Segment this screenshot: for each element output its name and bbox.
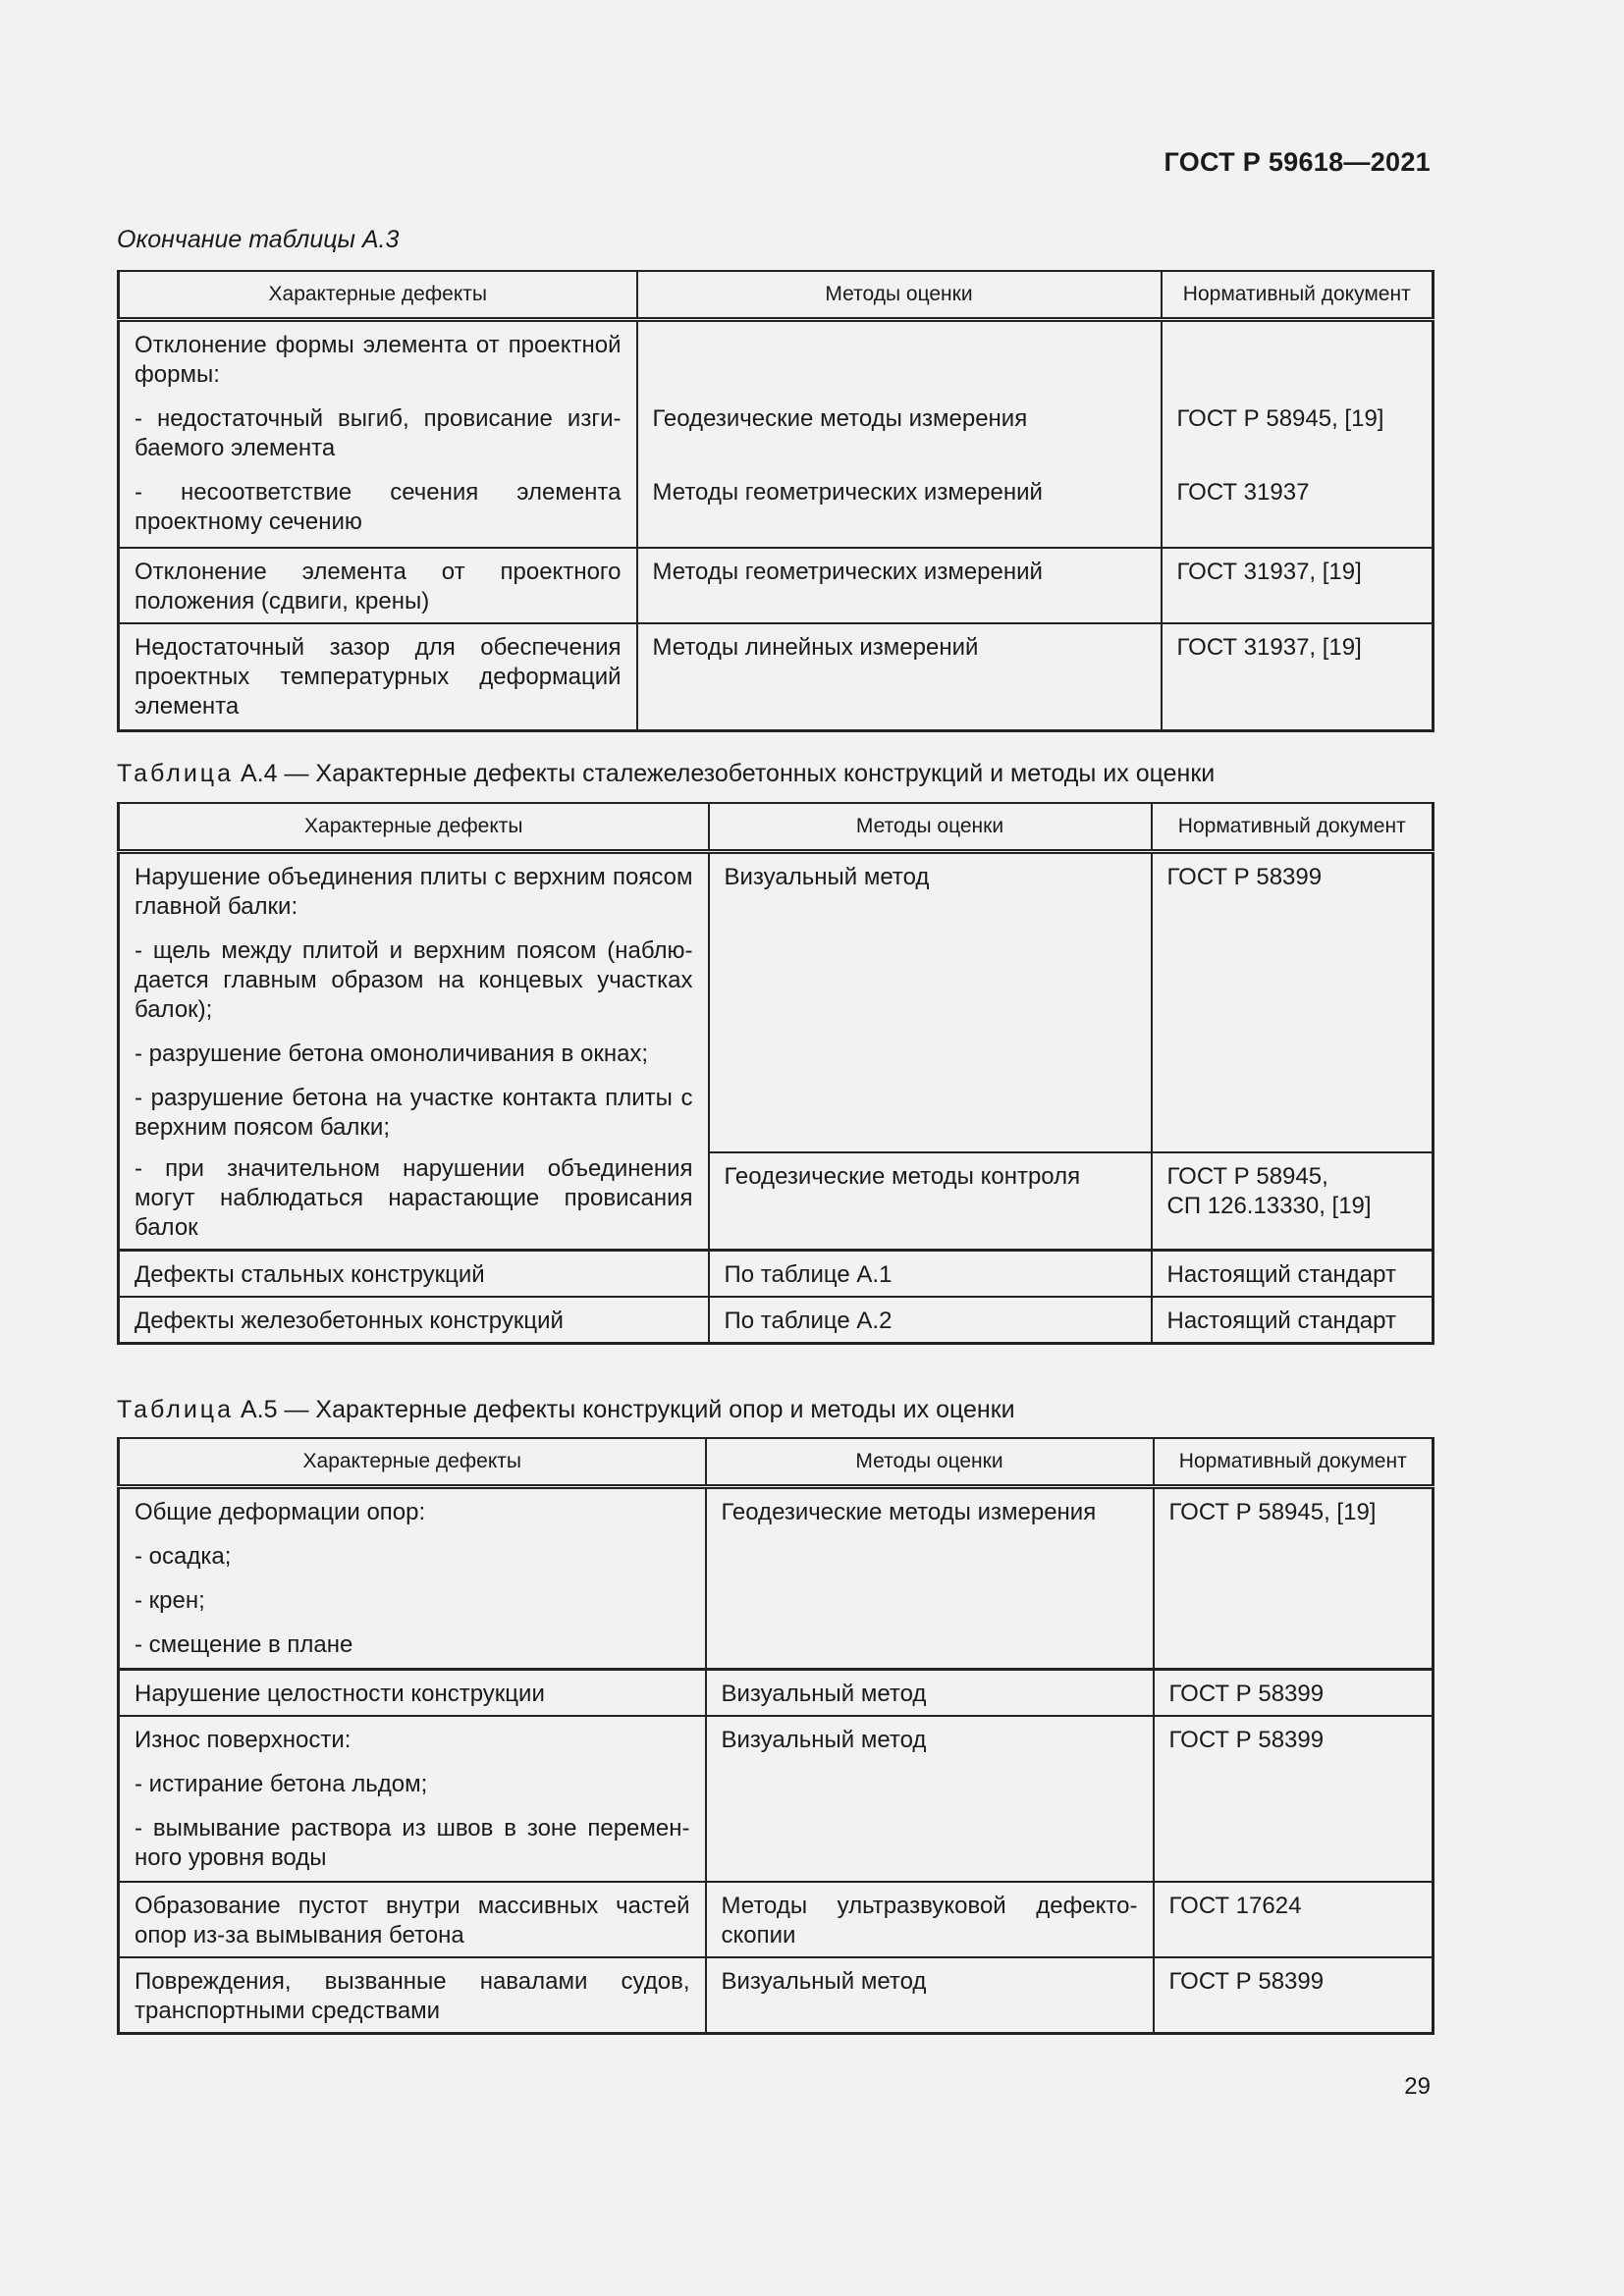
table-a5 [117, 1437, 1435, 2035]
document-code: ГОСТ Р 59618—2021 [1164, 147, 1431, 177]
method-cell: Геодезические методы контроля [709, 1152, 1152, 1251]
table-row [119, 1716, 1434, 1882]
document-cell: Настоящий стандарт [1152, 1297, 1434, 1344]
document-text: СП 126.13330, [19] [1166, 1193, 1372, 1219]
document-cell: ГОСТ Р 58945, [19] [1154, 1487, 1434, 1670]
document-cell: ГОСТ Р 58399 [1154, 1670, 1434, 1717]
table-a3 [117, 270, 1435, 732]
caption-label: Таблица [117, 1396, 235, 1423]
header-defects: Характерные дефекты [119, 1438, 706, 1487]
table-row [119, 1297, 1434, 1344]
table-row [119, 401, 1434, 475]
document-cell: ГОСТ 31937 [1162, 475, 1434, 548]
table-a4-caption [117, 760, 1215, 788]
header-defects: Характерные дефекты [119, 271, 637, 320]
defect-text: - разрушение бетона омоноличивания в окнах; [135, 1041, 649, 1067]
header-defects: Характерные дефекты [119, 803, 709, 852]
document-cell: Настоящий стандарт [1152, 1251, 1434, 1298]
table-row [119, 548, 1434, 623]
defect-cell: Дефекты стальных конструкций [119, 1251, 709, 1298]
document-cell: ГОСТ Р 58399 [1154, 1716, 1434, 1882]
defect-cell: Дефекты железобетонных конструкций [119, 1297, 709, 1344]
header-methods: Методы оценки [706, 1438, 1154, 1487]
defect-text: - разрушение бетона на участке контакта плиты с верхним поясом балки; [135, 1085, 693, 1141]
table-row [119, 1487, 1434, 1670]
document-cell: ГОСТ 17624 [1154, 1882, 1434, 1957]
defect-cell: - при значительном нарушении объединения могут наблюдаться нарастающие провисания балок [119, 1152, 709, 1251]
method-cell: Методы геометрических измерений [637, 548, 1162, 623]
defect-text: - смещение в плане [135, 1631, 353, 1658]
defect-cell: - несоответствие сечения элемента проектному сечению [119, 475, 637, 548]
defect-cell: - недостаточный выгиб, провисание изги-баемого элемента [119, 401, 637, 475]
method-cell: По таблице А.1 [709, 1251, 1152, 1298]
method-cell: Визуальный метод [706, 1716, 1154, 1882]
defect-text: - осадка; [135, 1543, 232, 1570]
table-a5-caption [117, 1396, 1015, 1424]
defect-cell: Повреждения, вызванные навалами судов, транспортными средствами [119, 1957, 706, 2034]
method-cell: Визуальный метод [706, 1957, 1154, 2034]
table-continuation-label: Окончание таблицы А.3 [117, 226, 400, 253]
method-cell: Геодезические методы измерения [706, 1487, 1154, 1670]
method-cell: По таблице А.2 [709, 1297, 1152, 1344]
caption-text: А.4 — Характерные дефекты сталежелезобетонных конструкций и методы их оценки [234, 760, 1216, 787]
table-header-row [119, 271, 1434, 320]
method-cell: Методы линейных измерений [637, 623, 1162, 731]
table-header-row [119, 1438, 1434, 1487]
method-cell: Геодезические методы измерения [637, 401, 1162, 475]
document-cell: ГОСТ Р 58399 [1154, 1957, 1434, 2034]
table-a4 [117, 802, 1435, 1345]
defect-text: - истирание бетона льдом; [135, 1771, 428, 1797]
document-cell: ГОСТ 31937, [19] [1162, 623, 1434, 731]
caption-label: Таблица [117, 760, 235, 787]
document-cell: ГОСТ Р 58945, [19] [1162, 401, 1434, 475]
document-cell: ГОСТ Р 58399 [1152, 852, 1434, 1153]
defect-cell: Отклонение элемента от проектного положения (сдвиги, крены) [119, 548, 637, 623]
method-cell: Визуальный метод [709, 852, 1152, 1153]
defect-text: - крен; [135, 1587, 205, 1614]
caption-text: А.5 — Характерные дефекты конструкций опор и методы их оценки [234, 1396, 1015, 1423]
table-row [119, 852, 1434, 1153]
method-cell [637, 320, 1162, 402]
defect-cell [119, 852, 709, 1153]
table-row [119, 1152, 1434, 1251]
defect-text: Нарушение объединения плиты с верхним поясом главной балки: [135, 864, 693, 920]
document-cell [1162, 320, 1434, 402]
defect-cell: Нарушение целостности конструкции [119, 1670, 706, 1717]
table-row [119, 475, 1434, 548]
defect-cell [119, 1716, 706, 1882]
table-row [119, 623, 1434, 731]
header-document: Нормативный документ [1162, 271, 1434, 320]
defect-text: Износ поверхности: [135, 1727, 352, 1753]
header-methods: Методы оценки [709, 803, 1152, 852]
document-text: ГОСТ Р 58945, [1166, 1163, 1328, 1190]
table-row [119, 1251, 1434, 1298]
defect-text: - вымывание раствора из швов в зоне перемен-ного уровня воды [135, 1815, 690, 1871]
header-methods: Методы оценки [637, 271, 1162, 320]
table-row [119, 1957, 1434, 2034]
method-cell: Методы ультразвуковой дефекто-скопии [706, 1882, 1154, 1957]
table-row [119, 1670, 1434, 1717]
defect-cell: Недостаточный зазор для обеспечения проектных температурных деформаций элемента [119, 623, 637, 731]
table-header-row [119, 803, 1434, 852]
document-cell: ГОСТ 31937, [19] [1162, 548, 1434, 623]
page-number: 29 [1404, 2073, 1431, 2100]
method-cell: Визуальный метод [706, 1670, 1154, 1717]
defect-text: - щель между плитой и верхним поясом (наблю-дается главным образом на концевых участках балок); [135, 937, 693, 1023]
defect-cell: Образование пустот внутри массивных частей опор из-за вымывания бетона [119, 1882, 706, 1957]
header-document: Нормативный документ [1154, 1438, 1434, 1487]
method-cell: Методы геометрических измерений [637, 475, 1162, 548]
header-document: Нормативный документ [1152, 803, 1434, 852]
table-row [119, 320, 1434, 402]
defect-text: Общие деформации опор: [135, 1499, 426, 1525]
defect-cell: Отклонение формы элемента от проектной формы: [119, 320, 637, 402]
defect-cell [119, 1487, 706, 1670]
table-row [119, 1882, 1434, 1957]
document-cell [1152, 1152, 1434, 1251]
